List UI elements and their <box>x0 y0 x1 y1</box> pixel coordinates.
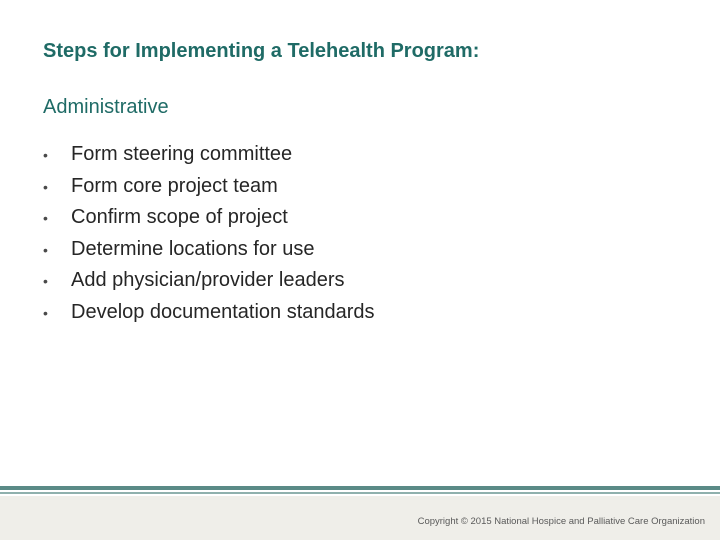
slide-title: Steps for Implementing a Telehealth Program: <box>43 40 480 62</box>
list-item <box>43 171 375 203</box>
list-item-text: Develop documentation standards <box>71 300 375 323</box>
bullet-icon: • <box>43 147 48 163</box>
list-item-text: Determine locations for use <box>71 237 315 260</box>
bullet-icon: • <box>43 304 48 321</box>
footer-band <box>0 486 720 540</box>
bullet-icon: • <box>43 273 48 290</box>
list-item <box>43 265 375 297</box>
list-item <box>43 234 375 266</box>
list-item <box>43 297 375 329</box>
list-item-text: Form core project team <box>71 174 278 197</box>
copyright-text: Copyright © 2015 National Hospice and Palliative Care Organization <box>417 516 705 527</box>
bullet-list <box>43 139 375 329</box>
list-item-text: Form steering committee <box>71 143 293 165</box>
list-item-text: Confirm scope of project <box>71 206 288 229</box>
footer-divider-thin <box>0 492 720 494</box>
section-heading: Administrative <box>43 96 169 118</box>
bullet-icon: • <box>43 210 48 227</box>
list-item <box>43 202 375 234</box>
list-item <box>43 139 375 171</box>
bullet-icon: • <box>43 178 48 195</box>
footer-divider <box>0 486 720 490</box>
list-item-text: Add physician/provider leaders <box>71 269 345 292</box>
bullet-icon: • <box>43 241 48 258</box>
